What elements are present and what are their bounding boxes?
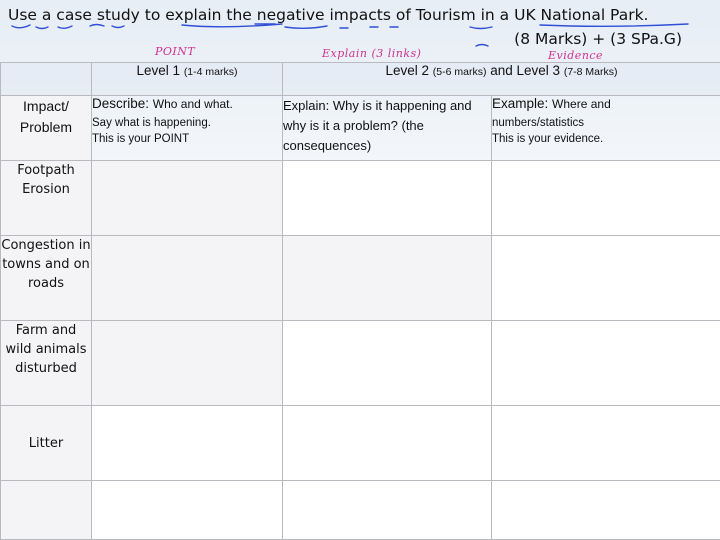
describe-cell — [92, 96, 283, 161]
question-marks: (8 Marks) + (3 SPa.G) — [514, 30, 682, 48]
answer-cell-describe[interactable] — [92, 321, 283, 406]
header-blank-cell — [1, 63, 92, 96]
answer-cell-example[interactable] — [492, 161, 720, 236]
example-cell — [492, 96, 720, 161]
example-rest: Where and — [552, 97, 611, 111]
underline-stroke — [470, 27, 492, 29]
level1-header — [92, 63, 283, 96]
explain-text — [283, 96, 491, 156]
describe-bold: Describe: — [92, 96, 150, 111]
underline-stroke — [285, 26, 327, 28]
level-and: and — [490, 63, 513, 78]
annotation-point: POINT — [155, 45, 196, 58]
table-row — [1, 236, 720, 321]
annotation-evidence: Evidence — [548, 49, 604, 62]
underline-stroke — [182, 24, 282, 27]
criteria-row — [1, 96, 720, 161]
explain-rest: Why is it happening and why is it a problem? (the consequences) — [283, 98, 472, 153]
answer-cell-explain[interactable] — [283, 481, 492, 540]
answer-cell-example[interactable] — [492, 406, 720, 481]
example-heading — [492, 96, 720, 111]
table-row — [1, 321, 720, 406]
answer-cell-describe[interactable] — [92, 161, 283, 236]
underline-stroke — [90, 25, 104, 27]
row-label-footpath-erosion: Footpath Erosion — [1, 161, 92, 236]
answer-cell-explain[interactable] — [283, 406, 492, 481]
underline-stroke — [112, 26, 124, 28]
level3-label: Level 3 — [516, 63, 561, 78]
table-row — [1, 406, 720, 481]
answer-cell-example[interactable] — [492, 481, 720, 540]
explain-cell — [283, 96, 492, 161]
answer-cell-describe[interactable] — [92, 236, 283, 321]
table-row — [1, 481, 720, 540]
level1-label: Level 1 — [136, 63, 181, 78]
describe-heading — [92, 96, 282, 111]
underline-stroke — [476, 45, 488, 47]
answer-cell-describe[interactable] — [92, 481, 283, 540]
level-header-row — [1, 63, 720, 96]
row-label-blank — [1, 481, 92, 540]
level2-3-header — [283, 63, 720, 96]
underline-stroke — [58, 26, 72, 28]
level2-marks: (5-6 marks) — [432, 66, 487, 78]
answer-cell-explain[interactable] — [283, 161, 492, 236]
row-label-animals-disturbed: Farm and wild animals disturbed — [1, 321, 92, 406]
underline-stroke — [36, 27, 48, 29]
impact-problem-label: Impact/ Problem — [1, 96, 92, 161]
example-sub: numbers/statistics This is your evidence. — [492, 117, 604, 145]
level1-marks: (1-4 marks) — [183, 66, 238, 78]
level2-label: Level 2 — [385, 63, 430, 78]
question-title: Use a case study to explain the negative impacts of Tourism in a UK National Park. — [8, 6, 649, 24]
answer-grid — [0, 62, 720, 540]
underline-stroke — [540, 24, 688, 26]
answer-cell-example[interactable] — [492, 236, 720, 321]
example-bold: Example: — [492, 96, 549, 111]
answer-cell-example[interactable] — [492, 321, 720, 406]
row-label-litter: Litter — [1, 406, 92, 481]
describe-sub: Say what is happening. This is your POINT — [92, 117, 211, 145]
describe-rest: Who and what. — [152, 97, 233, 111]
answer-cell-explain[interactable] — [283, 321, 492, 406]
answer-cell-describe[interactable] — [92, 406, 283, 481]
row-label-congestion: Congestion in towns and on roads — [1, 236, 92, 321]
annotation-explain: Explain (3 links) — [322, 47, 422, 60]
explain-bold: Explain: — [283, 98, 330, 113]
level3-marks: (7-8 Marks) — [563, 66, 618, 78]
underline-stroke — [12, 25, 30, 28]
table-row — [1, 161, 720, 236]
answer-cell-explain[interactable] — [283, 236, 492, 321]
